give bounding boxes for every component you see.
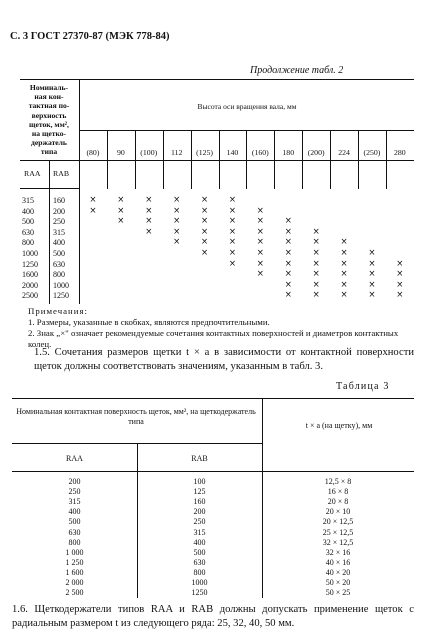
table-2-divider	[135, 130, 136, 189]
table-3-rab-value: 160	[193, 497, 206, 507]
table-2-mark: ×	[368, 279, 376, 290]
table-2-mark: ×	[284, 226, 292, 237]
table-2-mark: ×	[256, 269, 264, 280]
table-3-raa-value: 630	[68, 527, 81, 537]
table-3-dimension-value: 50 × 20	[325, 578, 351, 587]
table-2-mark: ×	[284, 279, 292, 290]
table-3-head-contact-surface: Номинальная контактная поверхность щеток, мм², на щеткодержатель типа	[16, 407, 256, 426]
page-header: С. 3 ГОСТ 27370-87 (МЭК 778-84)	[10, 31, 170, 42]
table-2-mark: ×	[200, 205, 209, 216]
table-2-raa-value: 1250	[22, 259, 38, 269]
table-3-raa-value: 1 600	[65, 567, 84, 577]
table-2-column-label: (160)	[251, 148, 269, 157]
table-2-raa-value: 2000	[22, 280, 38, 290]
table-2-raa-value: 400	[22, 206, 34, 216]
table-2-mark: ×	[340, 248, 348, 258]
table-2-mark: ×	[228, 226, 236, 237]
table-2-raa-value: 315	[22, 196, 34, 205]
table-2-mark: ×	[117, 205, 125, 216]
table-2-column-label: (100)	[140, 148, 158, 157]
table-2-raa-value: 500	[22, 217, 34, 227]
table-2-mark: ×	[340, 237, 348, 248]
table-2-mark: ×	[228, 205, 236, 216]
table-2-divider	[274, 130, 275, 189]
table-2-mark: ×	[145, 216, 153, 227]
table-2-column-header-line: держатель	[31, 138, 67, 148]
table-2-divider	[163, 130, 164, 189]
paragraph-1-5	[12, 346, 414, 374]
table-3-dimension-value: 40 × 16	[325, 557, 351, 567]
table-2-column-header-line: щеток, мм²,	[29, 119, 69, 129]
table-2-rab-value: 1250	[53, 291, 69, 301]
table-2-rab-value: 800	[53, 270, 65, 280]
table-2-mark: ×	[145, 226, 153, 237]
table-3-raa-value: 2 000	[65, 578, 84, 587]
note-item: 1. Размеры, указанные в скобках, являются предпочтительными.	[28, 317, 270, 327]
table-2-mark: ×	[145, 205, 153, 216]
table-3-subheader-raa: RAA	[66, 454, 83, 463]
table-2-rab-value: 500	[53, 249, 65, 258]
table-2-mark: ×	[200, 226, 209, 237]
table-3-raa-value: 250	[68, 487, 81, 497]
table-2-column-header-line: верхность	[31, 110, 67, 120]
table-2-divider	[49, 160, 50, 304]
table-2-mark: ×	[340, 279, 348, 290]
table-2-mark: ×	[256, 216, 264, 227]
table-2-mark: ×	[312, 258, 320, 269]
note-item: 2. Знак „×" означает рекомендуемые сочетания контактных поверхностей и диаметров контактных колец.	[28, 328, 399, 349]
table-3-rab-value: 800	[193, 567, 206, 577]
table-2-divider	[330, 130, 331, 189]
table-2	[20, 79, 414, 304]
table-2-rab-value: 200	[53, 206, 65, 216]
table-2-rab-value: 315	[53, 227, 65, 237]
table-2-mark: ×	[312, 290, 320, 301]
table-2-divider	[386, 130, 387, 189]
table-3-raa-value: 1 250	[65, 557, 84, 567]
table-continuation-label: Продолжение табл. 2	[250, 65, 344, 76]
table-2-mark: ×	[396, 290, 404, 301]
table-2-rab-value: 160	[53, 196, 65, 205]
table-3-rab-value: 125	[193, 487, 206, 497]
table-2-mark: ×	[256, 237, 264, 248]
notes-title: Примечания:	[28, 306, 88, 316]
table-3-dimension-value: 20 × 8	[327, 497, 349, 507]
table-2-mark: ×	[173, 195, 181, 205]
table-2-mark: ×	[284, 248, 292, 258]
table-2-mark: ×	[200, 195, 209, 205]
table-2-mark: ×	[228, 248, 236, 258]
table-3-raa-value: 1 000	[65, 547, 84, 557]
table-2-mark: ×	[312, 269, 320, 280]
table-2-mark: ×	[117, 216, 125, 227]
table-2-subheader-rab: RAB	[53, 169, 70, 178]
table-3-dimension-value: 16 × 8	[327, 487, 349, 497]
table-3-dimension-value: 25 × 12,5	[322, 527, 354, 537]
table-2-column-label: 112	[170, 148, 183, 157]
table-2-mark: ×	[368, 290, 376, 301]
table-2-mark: ×	[256, 258, 264, 269]
table-2-subheader-raa: RAA	[24, 169, 41, 178]
table-2-column-header-line: ная кон-	[34, 92, 64, 102]
table-2-column-header	[20, 83, 78, 157]
table-3-raa-value: 315	[68, 497, 81, 507]
table-2-mark: ×	[89, 195, 97, 205]
table-3-raa-value: 400	[68, 507, 81, 517]
table-2-divider	[302, 130, 303, 189]
table-2-divider	[246, 130, 247, 189]
table-2-column-label: 224	[338, 148, 350, 157]
table-2-mark: ×	[396, 258, 404, 269]
table-3-caption: Таблица 3	[336, 381, 390, 392]
table-2-raa-value: 1600	[22, 270, 38, 280]
table-2-column-label: 280	[393, 148, 406, 157]
table-2-mark: ×	[173, 205, 181, 216]
table-3-dimension-value: 20 × 10	[325, 507, 351, 517]
table-2-mark: ×	[368, 248, 376, 258]
table-2-mark: ×	[284, 258, 292, 269]
table-2-column-header-line: на щетко-	[31, 129, 67, 139]
table-3-divider	[12, 471, 414, 472]
table-2-mark: ×	[256, 226, 264, 237]
table-3-dimension-value: 32 × 16	[325, 547, 351, 557]
table-3-rab-value: 630	[193, 557, 206, 567]
table-2-mark: ×	[284, 269, 292, 280]
table-2-column-label: (200)	[307, 148, 325, 157]
table-3-rab-value: 100	[193, 477, 206, 486]
table-2-mark: ×	[200, 216, 209, 227]
table-2-mark: ×	[228, 216, 236, 227]
table-2-mark: ×	[228, 258, 236, 269]
table-3-dimension-value: 50 × 25	[325, 588, 351, 598]
table-2-mark: ×	[368, 269, 376, 280]
table-2-mark: ×	[312, 226, 320, 237]
table-2-mark: ×	[340, 269, 348, 280]
table-2-mark: ×	[368, 258, 376, 269]
table-3-raa-value: 800	[68, 537, 81, 547]
table-2-mark: ×	[145, 195, 153, 205]
table-2-raa-value: 800	[22, 238, 34, 248]
table-3-rab-value: 200	[193, 507, 206, 517]
table-2-shaft-height-title: Высота оси вращения вала, мм	[197, 102, 297, 111]
table-3-dimension-value: 40 × 20	[325, 567, 351, 577]
table-2-mark: ×	[256, 205, 264, 216]
table-3-raa-value: 200	[68, 477, 81, 486]
table-2-mark: ×	[340, 258, 348, 269]
table-2-mark: ×	[312, 248, 320, 258]
table-2-divider	[20, 160, 414, 161]
table-3-dimension-value: 20 × 12,5	[322, 517, 354, 527]
table-3-subheader-rab: RAB	[191, 454, 208, 463]
table-2-column-header-line: Номиналь-	[29, 83, 69, 92]
table-3-rab-value: 1250	[191, 588, 208, 598]
paragraph-1-6: 1.6. Щеткодержатели типов RAA и RAB должны допускать применение щеток с радиальным размером t из следующего ряда: 25, 32, 40, 50 мм.	[12, 604, 414, 629]
table-3-raa-value: 2 500	[65, 588, 84, 598]
table-3-rab-value: 315	[193, 527, 206, 537]
table-2-column-label: 140	[226, 148, 239, 157]
table-2-rab-value: 630	[53, 259, 65, 269]
table-2-mark: ×	[312, 237, 320, 248]
table-2-rab-value: 1000	[53, 280, 69, 290]
table-3	[12, 398, 414, 598]
table-2-raa-value: 1000	[22, 249, 38, 258]
table-2-column-header-line: типа	[40, 147, 58, 157]
table-2-mark: ×	[173, 237, 181, 248]
table-2-raa-value: 630	[22, 227, 34, 237]
table-2-mark: ×	[284, 237, 292, 248]
table-2-divider	[191, 130, 192, 189]
table-2-column-header-line: тактная по-	[28, 101, 70, 111]
table-2-divider	[358, 130, 359, 189]
table-2-mark: ×	[312, 279, 320, 290]
table-2-mark: ×	[173, 226, 181, 237]
table-2-mark: ×	[284, 216, 292, 227]
table-3-rab-value: 250	[193, 517, 206, 527]
table-2-mark: ×	[89, 205, 97, 216]
table-2-mark: ×	[256, 248, 264, 258]
table-3-rab-value: 500	[193, 547, 206, 557]
paragraph-1-5-text: 1.5. Сочетания размеров щетки t × a в зависимости от контактной поверхности щеток должны соответствовать значениям, указанным в табл. 3.	[34, 347, 414, 372]
table-3-dimension-value: 32 × 12,5	[322, 537, 354, 547]
table-2-mark: ×	[228, 237, 236, 248]
table-3-rab-value: 1000	[191, 578, 208, 587]
table-2-mark: ×	[200, 248, 209, 258]
table-3-dimension-value: 12,5 × 8	[324, 477, 352, 486]
table-2-raa-value: 2500	[22, 291, 38, 301]
table-2-mark: ×	[200, 237, 209, 248]
table-2-divider	[219, 130, 220, 189]
table-2-rab-value: 400	[53, 238, 65, 248]
table-2-mark: ×	[396, 279, 404, 290]
table-2-column-label: 90	[116, 148, 125, 157]
table-2-mark: ×	[228, 195, 236, 205]
table-2-mark: ×	[284, 290, 292, 301]
table-2-column-label: 180	[282, 148, 295, 157]
table-2-mark: ×	[117, 195, 125, 205]
table-2-divider	[79, 80, 80, 304]
table-2-mark: ×	[173, 216, 181, 227]
table-2-column-label: (125)	[196, 148, 213, 157]
table-3-head-dimensions: t × a (на щетку), мм	[305, 421, 373, 430]
table-3-rab-value: 400	[193, 537, 206, 547]
table-2-mark: ×	[396, 269, 404, 280]
table-3-raa-value: 500	[68, 517, 81, 527]
table-2-rab-value: 250	[53, 217, 65, 227]
table-2-divider	[107, 130, 108, 189]
table-2-column-label: (80)	[86, 148, 100, 157]
table-2-mark: ×	[340, 290, 348, 301]
notes	[28, 306, 408, 350]
table-2-column-label: (250)	[363, 148, 381, 157]
